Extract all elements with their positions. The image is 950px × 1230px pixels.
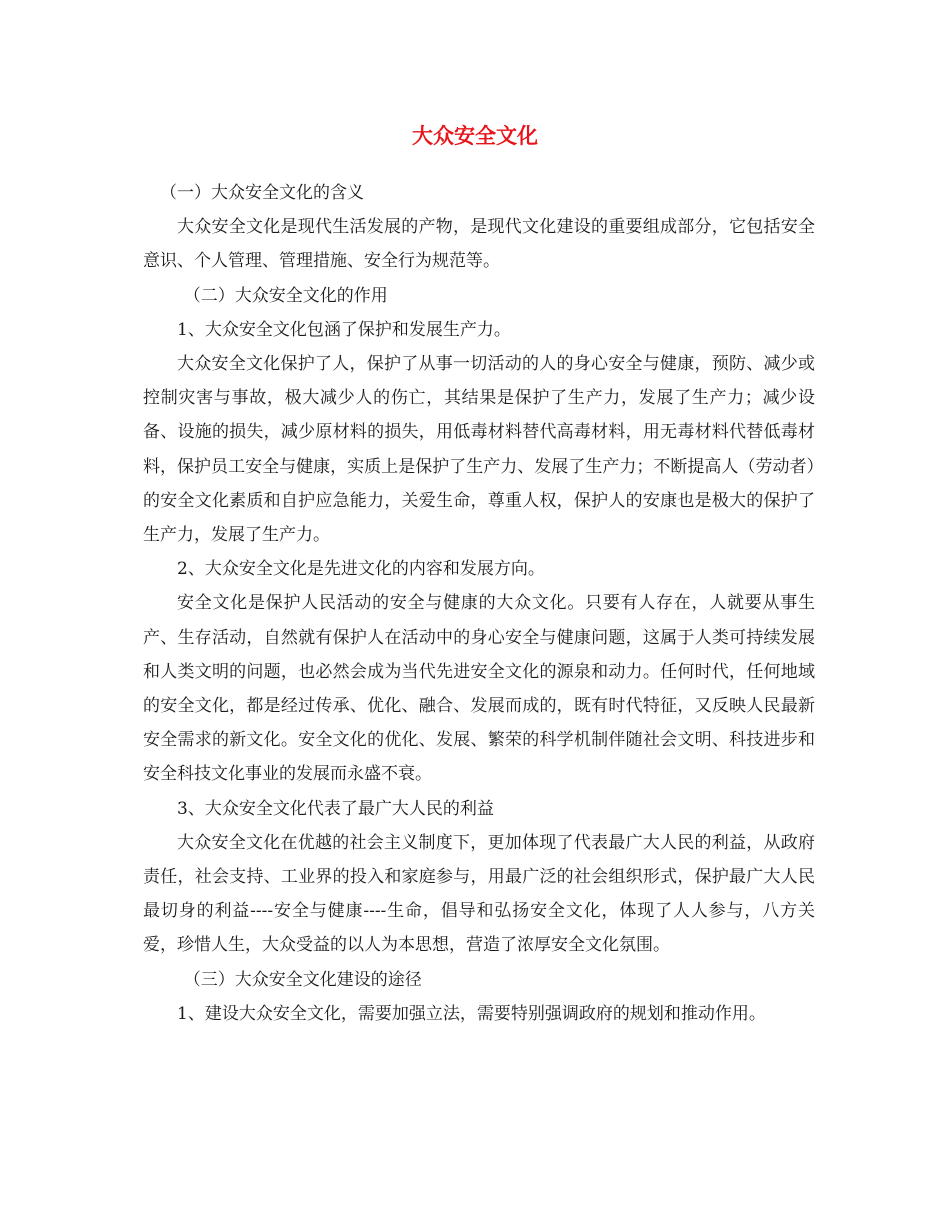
document-title: 大众安全文化 <box>412 123 538 148</box>
paragraph: 安全文化是保护人民活动的安全与健康的大众文化。只要有人存在，人就要从事生产、生存活动，自然就有保护人在活动中的身心安全与健康问题，这属于人类可持续发展和人类文明的问题，也必然会成为当代先进安全文化的源泉和动力。任何时代，任何地域的安全文化，都是经过传承、优化、融合、发展而成的，既有时代特征，又反映人民最新安全需求的新文化。安全文化的优化、发展、繁荣的科学机制伴随社会文明、科技进步和安全科技文化事业的发展而永盛不衰。 <box>143 593 815 785</box>
paragraph: 大众安全文化是现代生活发展的产物，是现代文化建设的重要组成部分，它包括安全意识、个人管理、管理措施、安全行为规范等。 <box>143 217 815 272</box>
subsection-heading: 1、大众安全文化包涵了保护和发展生产力。 <box>177 319 511 340</box>
subsection-heading: 1、建设大众安全文化，需要加强立法，需要特别强调政府的规划和推动作用。 <box>177 1003 766 1024</box>
document-body <box>143 176 815 1031</box>
paragraph: 大众安全文化在优越的社会主义制度下，更加体现了代表最广大人民的利益，从政府责任，社会支持、工业界的投入和家庭参与，用最广泛的社会组织形式，保护最广大人民最切身的利益----安全与健康----生命，倡导和弘扬安全文化，体现了人人参与，八方关爱，珍惜人生，大众受益的以人为本思想，营造了浓厚安全文化氛围。 <box>143 832 815 956</box>
section-heading: （一）大众安全文化的含义 <box>160 183 364 203</box>
subsection-heading: 3、大众安全文化代表了最广大人民的利益 <box>177 798 494 819</box>
section-heading: （二）大众安全文化的作用 <box>183 285 388 306</box>
section-heading: （三）大众安全文化建设的途径 <box>183 969 422 990</box>
paragraph: 大众安全文化保护了人，保护了从事一切活动的人的身心安全与健康，预防、减少或控制灾害与事故，极大减少人的伤亡，其结果是保护了生产力，发展了生产力；减少设备、设施的损失，减少原材料的损失，用低毒材料替代高毒材料，用无毒材料代替低毒材料，保护员工安全与健康，实质上是保护了生产力、发展了生产力；不断提高人（劳动者）的安全文化素质和自护应急能力，关爱生命，尊重人权，保护人的安康也是极大的保护了生产力，发展了生产力。 <box>143 354 815 546</box>
subsection-heading: 2、大众安全文化是先进文化的内容和发展方向。 <box>177 559 545 580</box>
